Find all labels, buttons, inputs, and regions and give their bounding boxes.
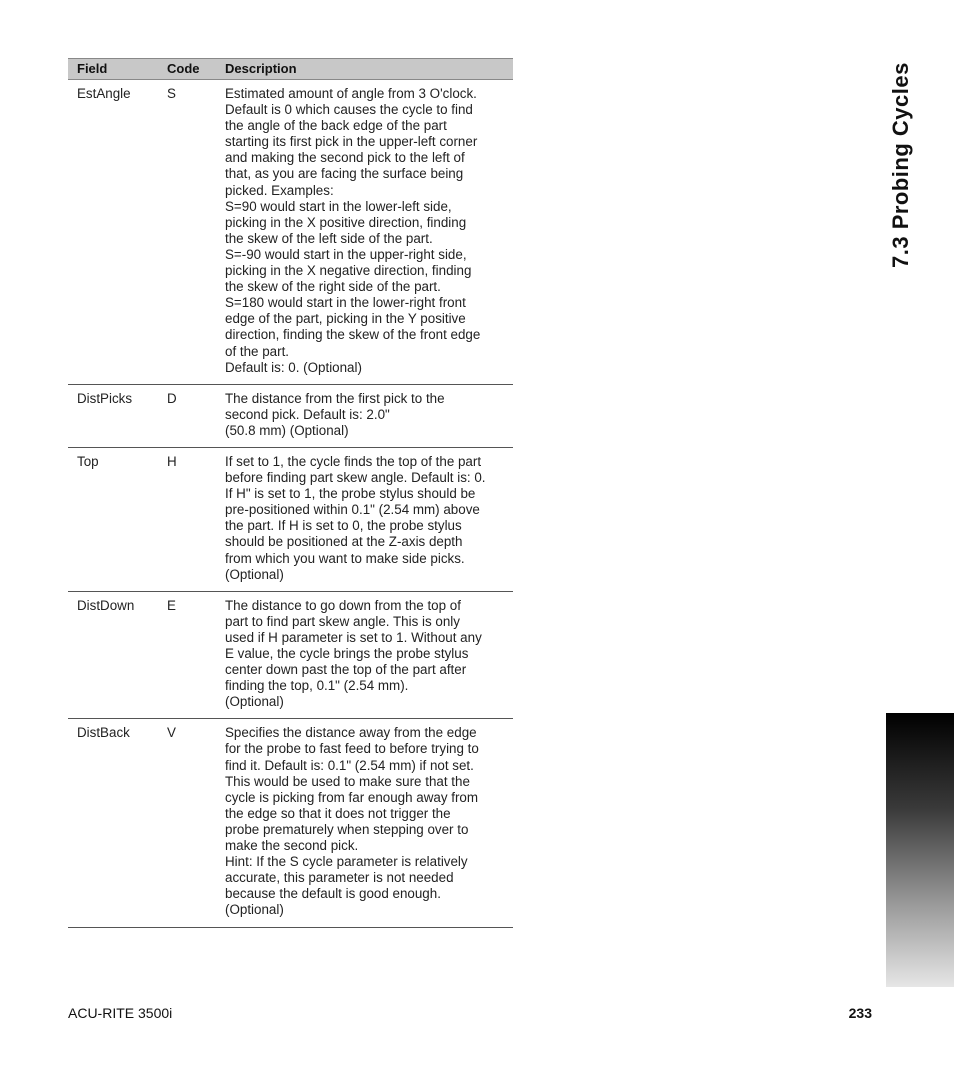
row-description: [225, 454, 513, 583]
row-description: [225, 725, 513, 918]
table-row: [68, 448, 513, 592]
description-line: Estimated amount of angle from 3 O'clock.: [225, 86, 477, 101]
description-line: edge of the part, picking in the Y positive: [225, 311, 466, 327]
header-code: Code: [167, 61, 200, 76]
description-line: S=-90 would start in the upper-right side,: [225, 246, 467, 262]
description-line: starting its first pick in the upper-left corner: [225, 134, 478, 150]
description-line: (50.8 mm) (Optional): [225, 422, 349, 438]
table-body: [68, 80, 513, 928]
description-line: S=180 would start in the lower-right front: [225, 295, 466, 311]
row-field: Top: [77, 453, 99, 469]
description-line: should be positioned at the Z-axis depth: [225, 534, 463, 550]
description-line: before finding part skew angle. Default is: 0.: [225, 470, 486, 486]
description-line: picked. Examples:: [225, 182, 334, 198]
row-field: EstAngle: [77, 86, 131, 101]
description-line: part to find part skew angle. This is only: [225, 613, 460, 629]
description-line: E value, the cycle brings the probe stylus: [225, 646, 469, 661]
description-line: picking in the X positive direction, finding: [225, 214, 467, 230]
description-line: Hint: If the S cycle parameter is relatively: [225, 854, 468, 870]
description-line: The distance to go down from the top of: [225, 597, 461, 613]
description-line: The distance from the first pick to the: [225, 390, 445, 406]
description-line: accurate, this parameter is not needed: [225, 870, 454, 886]
row-description: [225, 598, 513, 711]
header-field: Field: [77, 61, 108, 76]
row-code: D: [167, 390, 177, 406]
table-row: [68, 592, 513, 720]
description-line: This would be used to make sure that the: [225, 773, 470, 789]
description-line: from which you want to make side picks.: [225, 550, 465, 566]
description-line: find it. Default is: 0.1" (2.54 mm) if not set.: [225, 757, 474, 773]
description-line: finding the top, 0.1" (2.54 mm).: [225, 678, 409, 694]
row-field: DistPicks: [77, 390, 133, 406]
table-row: [68, 719, 513, 927]
row-code: E: [167, 597, 176, 613]
description-line: the skew of the right side of the part.: [225, 279, 441, 295]
description-line: that, as you are facing the surface being: [225, 166, 464, 182]
description-line: Specifies the distance away from the edge: [225, 725, 477, 741]
row-description: [225, 86, 513, 376]
description-line: second pick. Default is: 2.0": [225, 406, 390, 422]
description-line: direction, finding the skew of the front edge: [225, 327, 481, 343]
chapter-tab: [886, 713, 954, 987]
description-line: the part. If H is set to 0, the probe stylus: [225, 518, 462, 534]
description-line: (Optional): [225, 566, 284, 582]
description-line: the edge so that it does not trigger the: [225, 805, 451, 821]
row-description: [225, 391, 513, 439]
section-title: 7.3 Probing Cycles: [888, 62, 913, 268]
table-row: [68, 385, 513, 448]
table-header: [68, 58, 513, 80]
description-line: Default is: 0. (Optional): [225, 359, 362, 375]
row-field: DistBack: [77, 725, 130, 741]
row-code: S: [167, 86, 176, 101]
description-line: probe prematurely when stepping over to: [225, 821, 469, 837]
description-line: for the probe to fast feed to before trying to: [225, 741, 479, 757]
row-code: H: [167, 453, 177, 469]
row-field: DistDown: [77, 597, 135, 613]
description-line: of the part.: [225, 343, 290, 359]
page-number: 233: [848, 1005, 872, 1021]
description-line: pre-positioned within 0.1" (2.54 mm) above: [225, 502, 480, 518]
description-line: center down past the top of the part after: [225, 662, 467, 678]
header-description: Description: [225, 61, 297, 76]
description-line: (Optional): [225, 902, 284, 918]
description-line: used if H parameter is set to 1. Without any: [225, 629, 482, 645]
description-line: S=90 would start in the lower-left side,: [225, 198, 452, 214]
parameter-table: [68, 58, 513, 928]
description-line: cycle is picking from far enough away from: [225, 789, 479, 805]
description-line: Default is 0 which causes the cycle to find: [225, 102, 473, 118]
description-line: because the default is good enough.: [225, 886, 441, 902]
row-code: V: [167, 725, 176, 741]
description-line: If H" is set to 1, the probe stylus should be: [225, 486, 476, 502]
description-line: picking in the X negative direction, finding: [225, 263, 472, 279]
description-line: If set to 1, the cycle finds the top of the part: [225, 453, 482, 469]
description-line: the angle of the back edge of the part: [225, 118, 447, 134]
table-row: [68, 80, 513, 385]
description-line: make the second pick.: [225, 838, 359, 854]
description-line: the skew of the left side of the part.: [225, 230, 433, 246]
description-line: and making the second pick to the left of: [225, 150, 465, 166]
footer-product: ACU-RITE 3500i: [68, 1005, 173, 1021]
description-line: (Optional): [225, 694, 284, 710]
